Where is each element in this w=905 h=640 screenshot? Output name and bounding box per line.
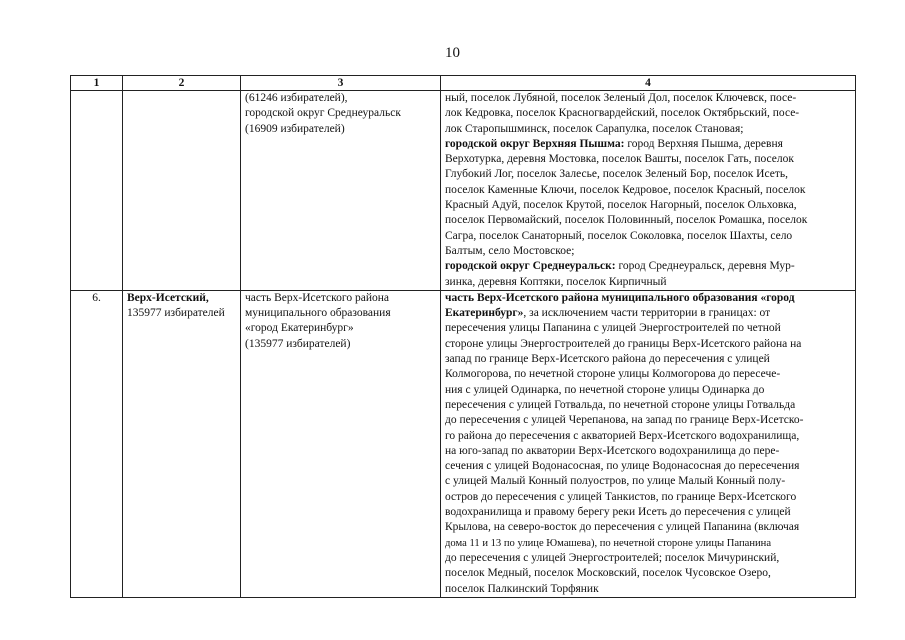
cont-description-line: Верхотурка, деревня Мостовка, поселок Вашты, поселок Гать, поселок	[445, 153, 794, 166]
cont-description-text: город Среднеуральск, деревня Мур-	[615, 260, 795, 273]
cont-district-cell	[123, 91, 241, 291]
description-line: запад по границе Верх-Исетского района до пересечения с улицей	[445, 353, 770, 366]
description-line: поселок Палкинский Торфяник	[445, 582, 599, 595]
composition-line: (135977 избирателей)	[245, 337, 351, 350]
description-line: с улицей Малый Конный полуостров, по улице Малый Конный полу-	[445, 475, 786, 488]
district-composition-cell	[241, 290, 441, 597]
description-line	[445, 306, 851, 321]
cont-description-line: лок Кедровка, поселок Красногвардейский, поселок Октябрьский, посе-	[445, 107, 800, 120]
cont-description-line	[445, 137, 851, 152]
description-text: , за исключением части территории в границах: от	[523, 307, 771, 320]
cont-description-text: город Верхняя Пышма, деревня	[624, 137, 783, 150]
header-col-1: 1	[71, 76, 123, 91]
cont-description-line: Глубокий Лог, поселок Залесье, поселок Зеленый Бор, поселок Исеть,	[445, 168, 788, 181]
description-line: Крылова, на северо-восток до пересечения с улицей Папанина (включая	[445, 521, 800, 534]
district-description-cell	[441, 290, 856, 597]
districts-table	[70, 75, 856, 598]
subdivision-heading-verkhnyaya-pyshma: городской округ Верхняя Пышма:	[445, 137, 625, 150]
description-line: на юго-запад по акватории Верх-Исетского водохранилища до пере-	[445, 444, 780, 457]
cont-description-line: поселок Каменные Ключи, поселок Кедровое, поселок Красный, поселок	[445, 183, 806, 196]
description-line: остров до пересечения с улицей Танкистов, по границе Верх-Исетского	[445, 490, 797, 503]
header-col-4: 4	[441, 76, 856, 91]
description-line: ния с улицей Одинарка, по нечетной стороне улицы Одинарка до	[445, 383, 765, 396]
district-voters: 135977 избирателей	[127, 307, 225, 320]
district-name: Верх-Исетский,	[127, 291, 209, 304]
cont-description-line: поселок Первомайский, поселок Половинный, поселок Ромашка, поселок	[445, 214, 808, 227]
description-line: пересечения с улицей Готвальда, по нечетной стороне улицы Готвальда	[445, 398, 796, 411]
table-row-continuation	[71, 91, 856, 291]
cont-composition-line: городской округ Среднеуральск	[245, 107, 401, 120]
page-number: 10	[445, 45, 460, 61]
district-number-cell: 6.	[71, 290, 123, 597]
description-line: стороне улицы Энергостроителей до границы Верх-Исетского района на	[445, 337, 802, 350]
cont-description-line: ный, поселок Лубяной, поселок Зеленый Дол, поселок Ключевск, посе-	[445, 92, 797, 104]
cont-number-cell	[71, 91, 123, 291]
header-col-3: 3	[241, 76, 441, 91]
description-bold-line: часть Верх-Исетского района муниципального образования «город	[445, 291, 795, 304]
cont-description-line: Красный Адуй, поселок Крутой, поселок Нагорный, поселок Ольховка,	[445, 199, 797, 212]
composition-line: «город Екатеринбург»	[245, 322, 354, 335]
description-line: водохранилища и правому берегу реки Исеть до пересечения с улицей	[445, 506, 791, 519]
subdivision-heading-sredneuralsk: городской округ Среднеуральск:	[445, 260, 616, 273]
description-line: го района до пересечения с акваторией Верх-Исетского водохранилища,	[445, 429, 800, 442]
description-line: сечения с улицей Водонасосная, по улице Водонасосная до пересечения	[445, 460, 800, 473]
cont-description-line: лок Старопышминск, поселок Сарапулка, поселок Становая;	[445, 122, 744, 135]
cont-composition-line: (16909 избирателей)	[245, 122, 345, 135]
cont-composition-cell	[241, 91, 441, 291]
composition-line: часть Верх-Исетского района	[245, 291, 389, 304]
table-row-district-6	[71, 290, 856, 597]
cont-description-cell	[441, 91, 856, 291]
cont-description-line: Балтым, село Мостовское;	[445, 244, 575, 257]
description-line: до пересечения с улицей Энергостроителей; поселок Мичуринский,	[445, 551, 780, 564]
district-name-cell	[123, 290, 241, 597]
description-line: до пересечения с улицей Черепанова, на запад по границе Верх-Исетско-	[445, 414, 804, 427]
cont-description-line: зинка, деревня Коптяки, поселок Кирпичный	[445, 275, 667, 288]
table-header-row	[71, 76, 856, 91]
description-bold-text: Екатеринбург»	[445, 307, 524, 320]
cont-description-line: Сагра, поселок Санаторный, поселок Соколовка, поселок Шахты, село	[445, 229, 793, 242]
description-line: пересечения улицы Папанина с улицей Энергостроителей по четной	[445, 322, 781, 335]
composition-line: муниципального образования	[245, 307, 391, 320]
cont-composition-line: (61246 избирателей),	[245, 92, 348, 104]
description-line: Колмогорова, по нечетной стороне улицы Колмогорова до пересече-	[445, 368, 781, 381]
description-line: дома 11 и 13 по улице Юмашева), по нечетной стороне улицы Папанина	[445, 537, 772, 549]
description-line: поселок Медный, поселок Московский, поселок Чусовское Озеро,	[445, 567, 771, 580]
header-col-2: 2	[123, 76, 241, 91]
cont-description-line	[445, 259, 851, 274]
